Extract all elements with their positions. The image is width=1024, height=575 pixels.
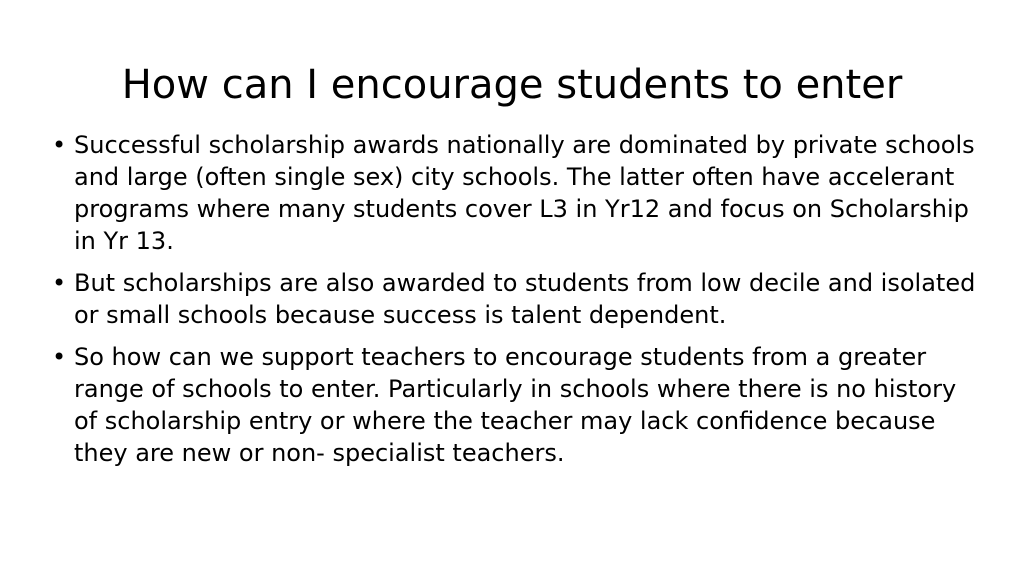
slide-title: How can I encourage students to enter (121, 62, 903, 108)
bullet-text: Successful scholarship awards nationally are dominated by private schools and large (often single sex) city schools. The latter often have accelerant programs where many students cover L3 in Yr12 and focus on Scholarship in Yr 13. (74, 131, 975, 255)
bullet-text: So how can we support teachers to encourage students from a greater range of schools to enter. Particularly in schools where there is no history of scholarship entry or where the teacher may lack confidence because they are new or non- specialist teachers. (74, 343, 957, 467)
bullet-dot-icon: • (52, 343, 67, 371)
bullet-dot-icon: • (52, 269, 67, 297)
bullet-dot-icon: • (52, 131, 67, 159)
bullet-list (52, 129, 982, 479)
bullet-text: But scholarships are also awarded to students from low decile and isolated or small schools because success is talent dependent. (74, 269, 976, 329)
bullet-item (52, 129, 982, 257)
bullet-item (52, 341, 982, 469)
bullet-item (52, 267, 982, 331)
